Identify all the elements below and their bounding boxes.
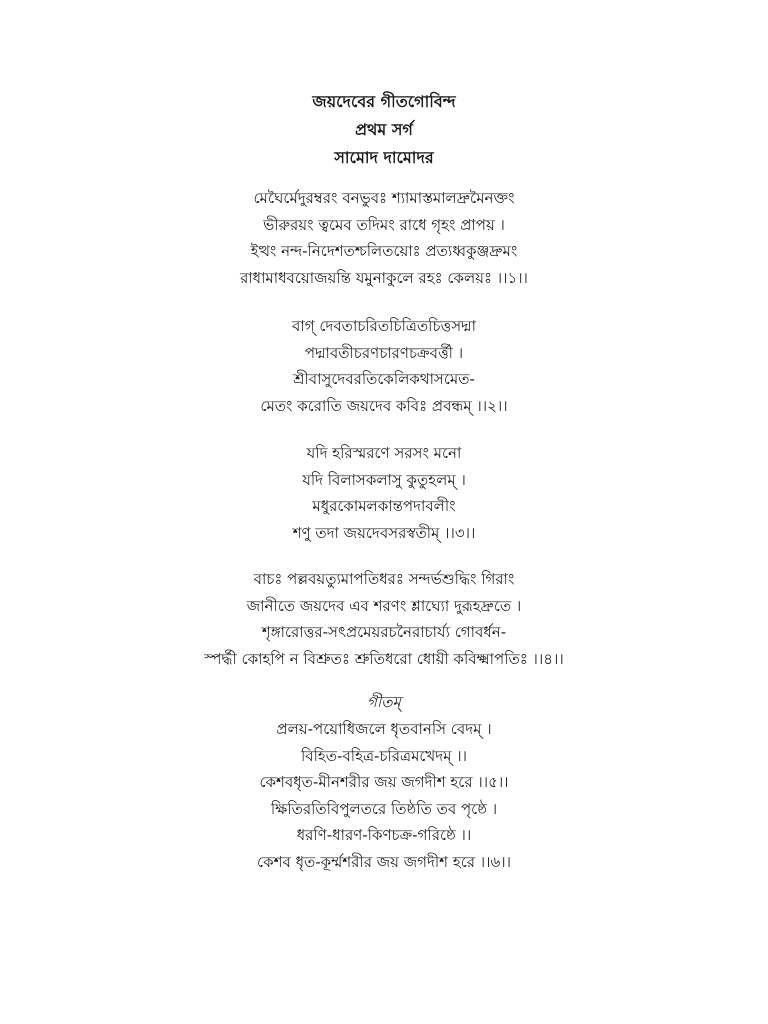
verse-line: পদ্মাবতীচরণচারণচক্রবর্ত্তী ।: [304, 343, 464, 362]
stanza-1: [0, 185, 768, 291]
verse-line: শৃঙ্গারোত্তর-সৎপ্রমেয়রচনৈরাচার্য্য গোবর্ধন-: [261, 623, 507, 641]
verse-line: মেঘৈর্মেদুরম্বরং বনভুবঃ শ্যামাস্তমালদ্রুমৈনক্তং: [253, 189, 515, 207]
verse-line: ধরণি-ধারণ-কিণচক্র-গরিষ্ঠে ।।: [296, 826, 472, 844]
verse-line: শণু তদা জয়দেবসরস্বতীম্ ।।৩।।: [292, 523, 476, 542]
verse-line: জানীতে জয়দেব এব শরণং শ্লাঘ্যো দুরূহদ্রুতে ।: [246, 596, 522, 615]
verse-line: মধুরকোমলকান্তপদাবলীং: [312, 497, 456, 515]
verse-line: ক্ষিতিরতিবিপুলতরে তিষ্ঠতি তব পৃষ্ঠে ।: [270, 799, 498, 818]
verse-line: শ্রীবাসুদেবরতিকেলিকথাসমেত-: [293, 370, 475, 388]
stanza-4: [0, 566, 768, 672]
verse-line: যদি বিলাসকলাসু কুতুহলম্ ।: [302, 470, 466, 489]
verse-line: মেতং করোতি জয়দেব কবিঃ প্রবন্ধম্ ।।২।।: [260, 396, 508, 415]
verse-line: বাচঃ পল্লবয়ত্যুমাপতিধরঃ সন্দর্ভশুদ্ধিং গিরাং: [253, 570, 515, 588]
stanza-3: [0, 440, 768, 546]
verse-line: ইত্থং নন্দ-নিদেশতশ্চলিতয়োঃ প্রত্যধ্বকুঞ্জদ্রুমং: [250, 242, 518, 260]
verse-line: ভীরুরয়ং ত্বমেব তদিমং রাধে গৃহং প্রাপয় ।: [263, 215, 505, 234]
verse-line: বিহিত-বহিত্র-চরিত্রমখেদম্ ।।: [300, 746, 467, 765]
verse-line: প্রলয়-পয়োধিজলে ধৃতবানসি বেদম্ ।: [276, 720, 492, 738]
document-title: জয়দেবের গীতগোবিন্দ: [312, 92, 456, 111]
sarga-subtitle: সামোদ দামোদর: [334, 148, 434, 167]
verse-line: যদি হরিস্মরণে সরসং মনো: [306, 444, 462, 462]
verse-line: স্পর্দ্ধী কোহপি ন বিশ্রুতঃ শ্রুতিধরো ধোয়ী কবিক্ষ্মাপতিঃ ।।৪।।: [204, 649, 564, 668]
verse-line: রাধামাধবয়োজয়ন্তি যমুনাকুলে রহঃ কেলয়ঃ ।।১।।: [240, 268, 528, 287]
stanza-2: [0, 313, 768, 419]
verse-line: বাগ্ দেবতাচরিতচিত্রিতচিত্তসদ্মা: [292, 317, 476, 335]
gitam-section: [0, 688, 768, 875]
sarga-title: প্রথম সর্গ: [355, 120, 413, 139]
verse-line: কেশবধৃত-মীনশরীর জয় জগদীশ হরে ।।৫।।: [259, 773, 509, 791]
gitam-heading: গীতম্: [367, 693, 401, 711]
verse-line: কেশব ধৃত-কূর্ম্মশরীর জয় জগদীশ হরে ।।৬।।: [257, 852, 511, 871]
document-header: [0, 88, 768, 172]
